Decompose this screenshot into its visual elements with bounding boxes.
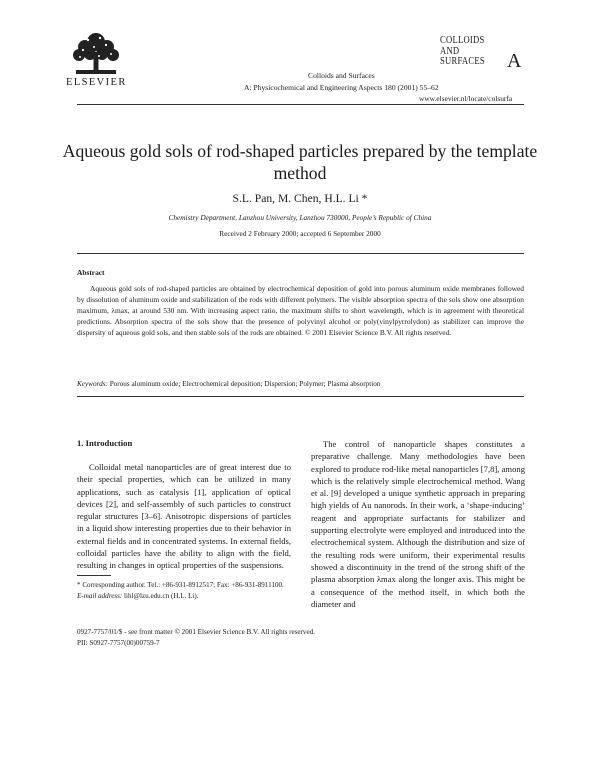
journal-title: Colloids and Surfaces [308, 71, 375, 80]
section-heading: 1. Introduction [77, 438, 133, 448]
abstract-heading: Abstract [77, 268, 105, 277]
author-affiliation: Chemistry Department, Lanzhou University, Lanzhou 730000, People’s Republic of China [168, 213, 432, 222]
keywords-label: Keywords: [77, 380, 108, 388]
journal-url[interactable]: www.elsevier.nl/locate/colsurfa [419, 94, 513, 103]
copyright-footer [77, 627, 315, 649]
right-column [311, 438, 525, 610]
intro-paragraph-2: The control of nanoparticle shapes constitutes a preparative challenge. Many methodologies have been explored to produce rod-like metal nanoparticles [7,8], among which is the relatively simple electrochemical method. Wang et al. [9] developed a unique synthetic approach in preparing high yields of Au nanorods. In their work, a ‘shape-inducing’ reagent and appropriate surfactants for stabilizer and supporting electrolyte were employed and introduced into the electrochemical system. Although the distribution and size of the resulting rods were uniform, their experimental results showed a discontinuity in the trend of the strong shift of the plasma absorption λmax along the longer axis. This might be a consequence of the method itself, in which both the diameter and [311, 439, 525, 609]
email-address[interactable]: lihl@lzu.edu.cn (H.L. Li). [124, 592, 199, 600]
abstract-bottom-rule [77, 396, 524, 397]
journal-logo [440, 36, 530, 82]
intro-paragraph-1: Colloidal metal nanoparticles are of great interest due to their special properties, which can be utilized in many applications, such as catalysis [1], application of optical devices [2], and self-assembly of such particles to construct regular structures [3–6]. Anisotropic dispersions of particles in a liquid show interesting properties due to their behavior in external fields and in concentrated systems. In external fields, colloidal particles have the ability to align with the field, resulting in changes in optical properties of the suspensions. [77, 462, 291, 571]
received-dates: Received 2 February 2000; accepted 6 September 2000 [219, 229, 381, 238]
article-title: Aqueous gold sols of rod-shaped particles prepared by the template method [62, 141, 538, 183]
email-label: E-mail address: [77, 592, 123, 600]
issn-line: 0927-7757/01/$ - see front matter © 2001 Elsevier Science B.V. All rights reserved. [77, 628, 315, 636]
elsevier-tree-icon [66, 30, 126, 76]
journal-logo-line: AND [440, 45, 460, 57]
keywords [77, 380, 524, 388]
pii-line: PII: S0927-7757(00)00759-7 [77, 639, 160, 647]
corresponding-author: * Corresponding author. Tel.: +86-931-8912517; Fax: +86-931-8911100. [77, 581, 284, 589]
article-authors: S.L. Pan, M. Chen, H.L. Li * [232, 192, 368, 205]
publisher-name: ELSEVIER [66, 77, 127, 88]
left-column [77, 438, 291, 572]
header-rule [77, 104, 524, 105]
journal-citation [244, 70, 439, 94]
publisher-logo [66, 30, 126, 88]
keywords-list: Porous aluminum oxide; Electrochemical deposition; Dispersion; Polymer; Plasma absorption [109, 380, 381, 388]
journal-volume: A: Physicochemical and Engineering Aspects 180 (2001) 55–62 [244, 83, 439, 92]
abstract-top-rule [77, 253, 524, 254]
footnote [77, 580, 293, 602]
journal-logo-letter: A [507, 50, 522, 72]
footnote-rule [77, 575, 111, 576]
journal-logo-line: SURFACES [440, 56, 485, 67]
abstract-text: Aqueous gold sols of rod-shaped particles are obtained by electrochemical deposition of gold into porous aluminum oxide membranes followed by dissolution of aluminum oxide and stabilization of the rods with different polymers. The visible absorption spectra of the sols show one absorption maximum, λmax, at around 530 nm. With increasing aspect ratio, the maximum shifts to short wavelength, which is in agreement with theoretical predictions. Absorption spectra of the sols show that the presence of polyvinyl alcohol or poly(vinylpyrrolydon) as stabilizer can improve the dispersity of aqueous gold sols, and then stable sols of the rods are obtained. © 2001 Elsevier Science B.V. All rights reserved. [77, 284, 524, 337]
journal-logo-line: COLLOIDS [440, 35, 485, 46]
